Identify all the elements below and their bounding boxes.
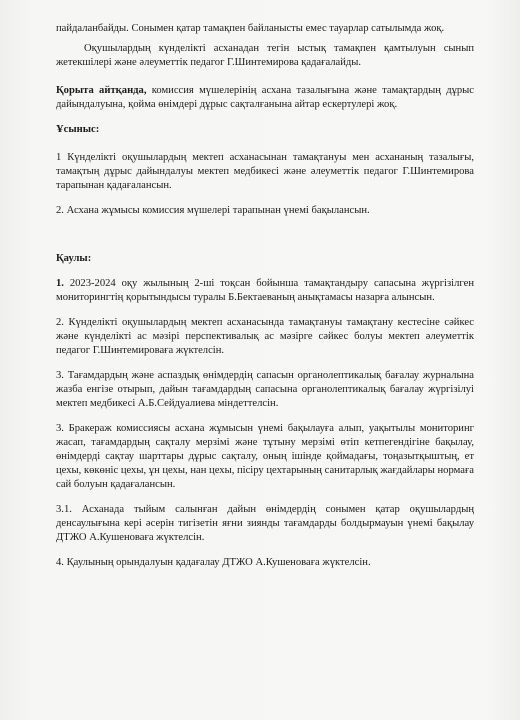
resolution-1-number: 1. <box>56 278 64 289</box>
conclusion-text: комиссия мүшелерінің асхана тазалығына және тамақтардың дұрыс дайындалуына, қойма өнімдері дұрыс сақталғанына айтар ескертулері жоқ. <box>56 85 474 110</box>
resolution-1 <box>56 277 474 305</box>
recommendation-1: 1 Күнделікті оқушылардың мектеп асханасынан тамақтануы мен асхананың тазалығы, тамақтың дұрыс дайындалуы мектеп медбикесі және әлеуметтік педагог Г.Шинтемирова тарапынан қадағалансын. <box>56 152 474 191</box>
paragraph-supervision: Оқушылардың күнделікті асханадан тегін ыстық тамақпен қамтылуын сынып жетекшілері және әлеуметтік педагог Г.Шинтемирова қадағалайды. <box>56 43 474 68</box>
resolution-3: 3. Тағамдардың және аспаздық өнімдердің сапасын органолептикалық бағалау журналына жазба енгізе отырып, дайын тағамдардың сапасына органолептикалық бағалау жүргізілуі мектеп медбикесі А.Б.Сейдуалиева міндеттелсін. <box>56 370 474 409</box>
conclusion-lead: Қорыта айтқанда, <box>56 85 147 96</box>
resolution-3-brakerazh: 3. Бракераж комиссиясы асхана жұмысын үнемі бақылауға алып, уақытылы мониторинг жасап, тағамдардың сақталу мерзімі және тұтыну мерзімі өтіп кетпегендігіне бақылау, өнімдерді сақтау шарттары дұрыс сақталу, оның ішінде қоймадағы, тоңазытқыштың, ет цехы, көкөніс цехы, ұн цехы, нан цехы, пісіру цехтарының санитарлық жағдайлары нормаға сай болуын қадағалансын. <box>56 423 474 490</box>
resolution-1-text: 2023-2024 оқу жылының 2-ші тоқсан бойынша тамақтандыру сапасына жүргізілген мониторингтің қорытындысы туралы Б.Бектаеваның анықтамасы назарға алынсын. <box>56 278 474 303</box>
section-heading-kaulu: Қаулы: <box>56 253 92 264</box>
section-heading-usynys: Ұсыныс: <box>56 124 100 135</box>
resolution-4: 4. Қаулының орындалуын қадағалау ДТЖО А.Кушеноваға жүктелсін. <box>56 557 371 568</box>
recommendation-2: 2. Асхана жұмысы комиссия мүшелері тарапынан үнемі бақылансын. <box>56 205 370 216</box>
paragraph-intro: пайдаланбайды. Сонымен қатар тамақпен байланысты емес тауарлар сатылымда жоқ. <box>56 23 445 34</box>
document-body <box>56 22 474 570</box>
paragraph-conclusion <box>56 84 474 112</box>
resolution-2: 2. Күнделікті оқушылардың мектеп асханасында тамақтануы тамақтану кестесіне сәйкес және күнделікті ас мәзірі перспективалық ас мәзірге сәйкес болуы мектеп әлеуметтік педагог Г.Шинтемироваға жүктелсін. <box>56 317 474 356</box>
resolution-3-1: 3.1. Асханада тыйым салынған дайын өнімдердің сонымен қатар оқушылардың денсаулығына кері әсерін тигізетін яғни зиянды тағамдарды болдырмауын үнемі бақылау ДТЖО А.Кушеноваға жүктелсін. <box>56 504 474 543</box>
